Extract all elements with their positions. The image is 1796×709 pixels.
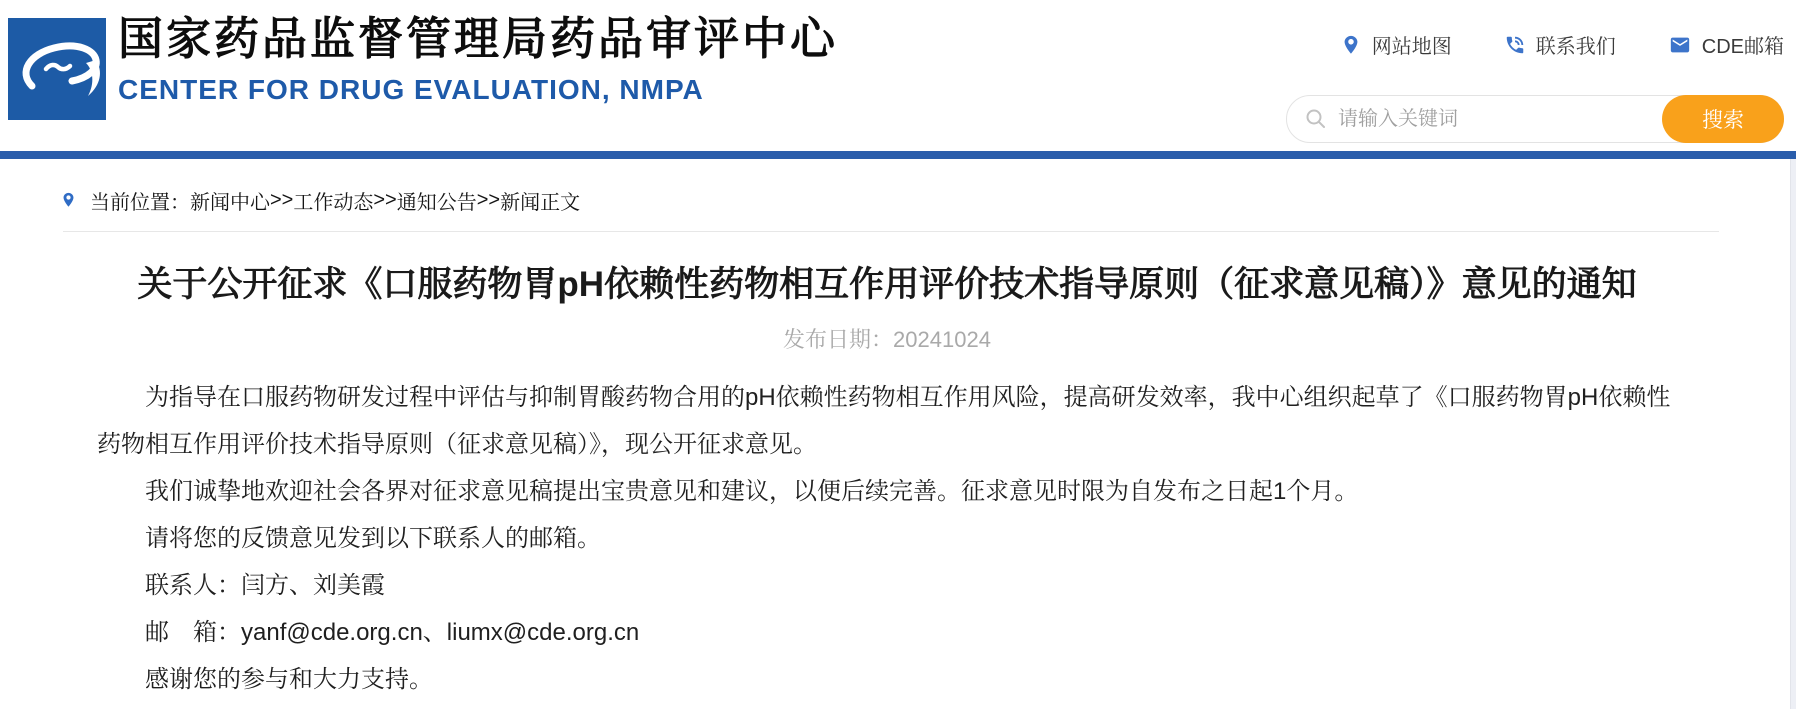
breadcrumb [0,159,1796,212]
brand[interactable] [118,10,838,106]
article [97,263,1677,703]
paragraph: 为指导在口服药物研发过程中评估与抑制胃酸药物合用的pH依赖性药物相互作用风险，提高研发效率，我中心组织起草了《口服药物胃pH依赖性药物相互作用评价技术指导原则（征求意见稿）》，现公开征求意见。 [97,384,1671,458]
map-pin-icon [1340,34,1362,56]
breadcrumb-item-work-dynamics[interactable]: 工作动态 [293,191,374,214]
main-content [0,159,1796,703]
article-title: 关于公开征求《口服药物胃pH依赖性药物相互作用评价技术指导原则（征求意见稿）》意见的通知 [137,265,1637,304]
breadcrumb-item-current: 新闻正文 [500,191,581,214]
breadcrumb-divider [63,231,1719,232]
header-links [1340,30,1784,59]
header-divider-bar [0,151,1796,159]
link-contact[interactable] [1504,30,1616,59]
link-sitemap-label: 网站地图 [1371,36,1452,58]
search-bar [1286,95,1784,143]
breadcrumb-separator: >> [270,188,294,211]
search-input[interactable] [1338,108,1653,131]
link-sitemap[interactable] [1340,30,1452,59]
breadcrumb-item-notices[interactable]: 通知公告 [396,191,477,214]
phone-icon [1504,34,1526,56]
article-body [97,374,1677,703]
breadcrumb-label: 当前位置： [90,191,190,214]
site-title-cn: 国家药品监督管理局药品审评中心 [118,13,839,64]
link-mailbox-label: CDE邮箱 [1701,36,1784,58]
cde-swoosh-icon [8,18,106,120]
breadcrumb-separator: >> [476,188,501,211]
link-mailbox[interactable] [1668,30,1784,59]
scrollbar-track[interactable] [1790,159,1796,709]
breadcrumb-separator: >> [373,188,397,211]
cde-logo[interactable] [8,18,106,120]
paragraph: 我们诚挚地欢迎社会各界对征求意见稿提出宝贵意见和建议，以便后续完善。征求意见时限为自发布之日起1个月。 [145,478,1359,505]
paragraph: 请将您的反馈意见发到以下联系人的邮箱。 [145,525,601,552]
site-title-en: CENTER FOR DRUG EVALUATION, NMPA [118,74,704,105]
map-pin-icon [60,189,77,211]
search-icon [1304,107,1328,131]
search-button[interactable]: 搜索 [1662,95,1784,143]
paragraph: 感谢您的参与和大力支持。 [145,666,433,693]
site-header [0,0,1796,151]
publish-date: 发布日期：20241024 [783,327,991,352]
paragraph-emails: 邮 箱：yanf@cde.org.cn、liumx@cde.org.cn [145,619,640,646]
paragraph-contacts: 联系人：闫方、刘美霞 [145,572,385,599]
breadcrumb-item-news-center[interactable]: 新闻中心 [190,191,270,214]
link-contact-label: 联系我们 [1535,36,1616,58]
envelope-icon [1668,34,1692,56]
